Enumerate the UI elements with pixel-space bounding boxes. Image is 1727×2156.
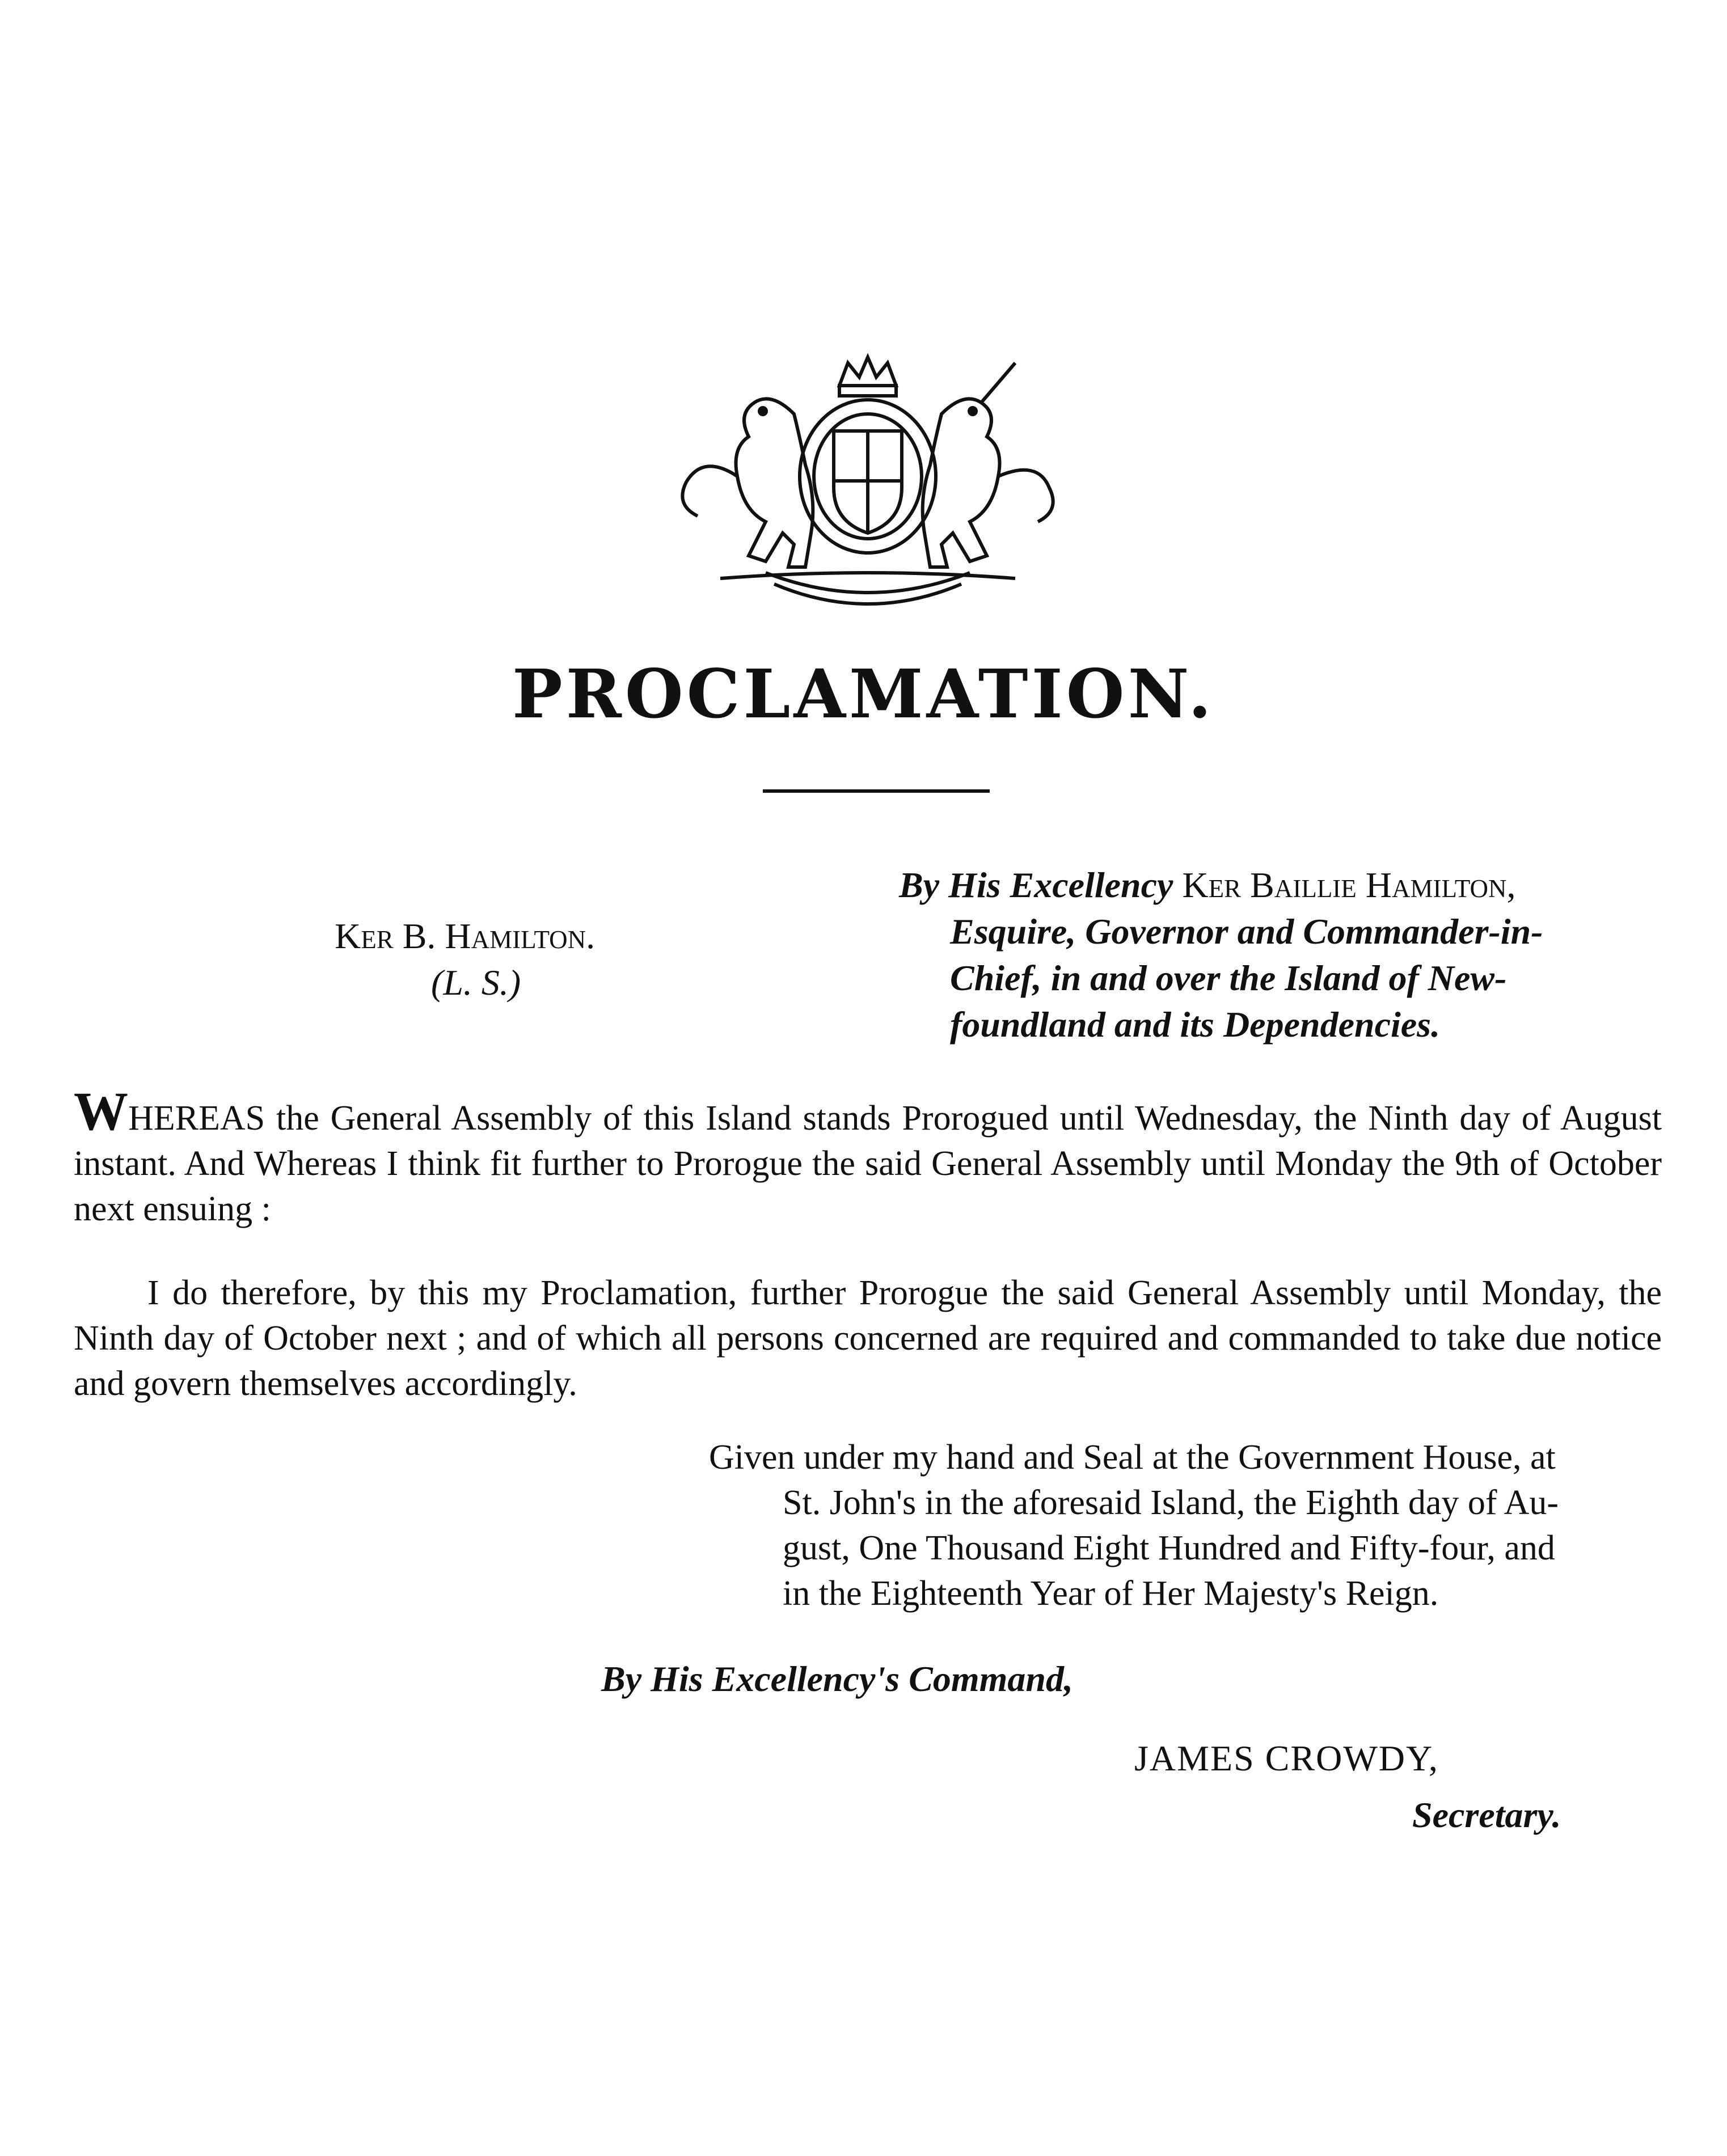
- drop-capital: W: [74, 1081, 128, 1142]
- authority-lead: By His Excellency: [899, 865, 1173, 905]
- authority-line-1: [899, 862, 1670, 908]
- whereas-caps: HEREAS: [128, 1099, 265, 1138]
- proclamation-paragraph: I do therefore, by this my Proclamation, further Prorogue the said General Assembly until Monday, the Ninth day of October next ; and of which all persons concerned are required and commanded to take due notice and govern themselves accordingly.: [74, 1274, 1662, 1403]
- given-line-4: in the Eighteenth Year of Her Majesty's Reign.: [783, 1574, 1439, 1613]
- page-title: PROCLAMATION.: [512, 654, 1215, 733]
- authority-line-3: Chief, in and over the Island of New-: [950, 958, 1507, 998]
- authority-line-4: foundland and its Dependencies.: [950, 1004, 1441, 1045]
- title-divider: [763, 789, 990, 793]
- authority-name: Ker Baillie Hamilton,: [1182, 865, 1516, 905]
- secretary-title: Secretary.: [1412, 1795, 1561, 1835]
- signer-block: [335, 913, 703, 1006]
- authority-block: [899, 862, 1670, 1048]
- signer-name: Ker B. Hamilton.: [335, 916, 596, 956]
- command-line: By His Excellency's Command,: [601, 1659, 1073, 1699]
- whereas-paragraph: [74, 1081, 1662, 1232]
- authority-line-2: Esquire, Governor and Commander-in-: [950, 911, 1543, 952]
- royal-coat-of-arms-icon: [652, 352, 1083, 612]
- given-line-1: Given under my hand and Seal at the Government House, at: [709, 1438, 1556, 1477]
- whereas-text: the General Assembly of this Island stands Prorogued until Wednesday, the Ninth day of August instant. And Whereas I think fit further to Prorogue the said General Assembly until Monday the 9th of October next ensuing :: [74, 1099, 1662, 1228]
- given-block: [709, 1435, 1662, 1616]
- given-line-2: St. John's in the aforesaid Island, the Eighth day of Au-: [783, 1483, 1559, 1522]
- seal-mark: (L. S.): [431, 962, 521, 1003]
- secretary-name: JAMES CROWDY,: [1134, 1738, 1439, 1778]
- given-line-3: gust, One Thousand Eight Hundred and Fifty-four, and: [783, 1529, 1555, 1567]
